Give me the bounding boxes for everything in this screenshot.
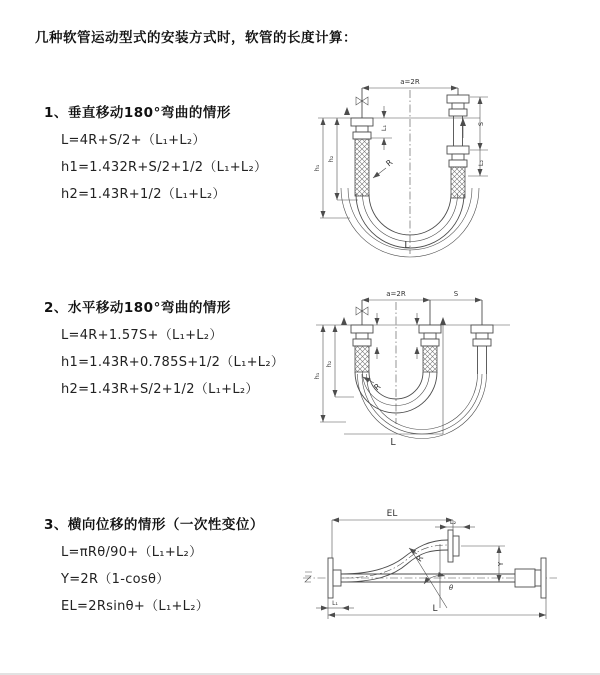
dimension-a2r-label: a=2R — [386, 290, 406, 298]
right-upper-fitting — [447, 95, 469, 116]
section-2-text — [44, 299, 314, 408]
formula-length: L=4R+1.57S+（L₁+L₂） — [61, 328, 223, 343]
dimension-s — [430, 290, 482, 300]
braided-hose-left — [355, 346, 369, 372]
dimension-el-label: EL — [386, 509, 398, 519]
angle-theta-label: θ — [448, 584, 454, 592]
dimension-y — [461, 546, 505, 582]
valve-icon — [356, 300, 368, 325]
radius-label: R — [414, 553, 426, 564]
dimension-l2 — [468, 150, 488, 176]
formula-h2: h2=1.43R+1/2（L₁+L₂） — [61, 187, 226, 202]
section-2-heading: 2、水平移动180°弯曲的情形 — [44, 300, 231, 316]
section-1-text — [44, 104, 314, 213]
left-flange — [328, 558, 341, 598]
dimension-l1 — [371, 106, 392, 150]
dimension-a2r — [362, 78, 458, 88]
formula-el: EL=2Rsinθ+（L₁+L₂） — [61, 599, 210, 614]
braided-hose-middle — [423, 346, 437, 372]
radius-callout — [373, 158, 395, 178]
dimension-l1-label: L₁ — [332, 600, 338, 607]
hose-s-curve — [341, 540, 448, 582]
section-3-heading: 3、横向位移的情形（一次性变位） — [44, 517, 264, 533]
dimension-l2 — [435, 518, 475, 527]
dimension-s — [470, 97, 488, 150]
radius-callout — [363, 377, 383, 392]
dimension-h2-label: h₂ — [325, 360, 333, 368]
axis-break-mark — [305, 572, 312, 582]
dimension-h1 — [313, 325, 346, 422]
motion-arrow-up-left — [344, 107, 350, 115]
formula-h2: h2=1.43R+S/2+1/2（L₁+L₂） — [61, 382, 259, 397]
dimension-h2-label: h₂ — [327, 155, 335, 163]
right-flange — [535, 558, 546, 598]
dimension-s-label: S — [477, 121, 485, 127]
dimension-el — [332, 509, 453, 560]
valve-icon — [356, 88, 368, 118]
braided-hose-right — [451, 167, 465, 198]
dimension-l2-label: L₂ — [477, 159, 485, 167]
diagram-horizontal-bend — [300, 284, 600, 456]
dimension-l2-label: L₂ — [449, 518, 457, 526]
left-fitting — [351, 325, 373, 346]
dimension-h2 — [327, 118, 358, 200]
dimension-l1-label: L₁ — [380, 124, 388, 132]
left-fitting — [351, 118, 373, 139]
formula-h1: h1=1.432R+S/2+1/2（L₁+L₂） — [61, 160, 268, 175]
braided-hose-left — [355, 139, 369, 196]
radius-label: R — [384, 157, 395, 169]
page-title: 几种软管运动型式的安装方式时，软管的长度计算： — [35, 30, 357, 46]
dimension-h1-label: h₁ — [313, 372, 321, 380]
dimension-h1-label: h₁ — [313, 164, 321, 172]
section-1-heading: 1、垂直移动180°弯曲的情形 — [44, 105, 231, 121]
section-3-text — [44, 516, 314, 625]
formula-h1: h1=1.43R+0.785S+1/2（L₁+L₂） — [61, 355, 285, 370]
motion-arrow-up-right — [460, 118, 466, 138]
dimension-h1 — [313, 118, 350, 218]
upper-flange — [448, 530, 459, 562]
length-label: L — [432, 604, 438, 614]
length-label: L — [390, 437, 396, 448]
formula-length: L=4R+S/2+（L₁+L₂） — [61, 133, 206, 148]
diagram-lateral-offset — [295, 498, 600, 630]
dimension-y-label: Y — [497, 561, 505, 567]
dimension-a2r — [362, 290, 430, 300]
right-fitting — [471, 325, 493, 346]
formula-y: Y=2R（1-cosθ） — [61, 572, 170, 587]
formula-length: L=πRθ/90+（L₁+L₂） — [61, 545, 203, 560]
right-coupling — [515, 569, 535, 587]
hose-end-marker-right — [440, 317, 446, 325]
length-label: L — [404, 240, 410, 251]
radius-label: R — [372, 381, 383, 393]
dimension-l1 — [316, 600, 354, 608]
right-lower-fitting — [447, 146, 469, 167]
dimension-s-label: S — [453, 290, 459, 298]
dimension-h2 — [325, 325, 354, 397]
dimension-length — [328, 598, 546, 619]
middle-fitting — [419, 325, 441, 346]
hose-end-marker-left — [341, 317, 347, 325]
dimension-a2r-label: a=2R — [400, 78, 420, 86]
diagram-vertical-bend — [302, 64, 594, 262]
